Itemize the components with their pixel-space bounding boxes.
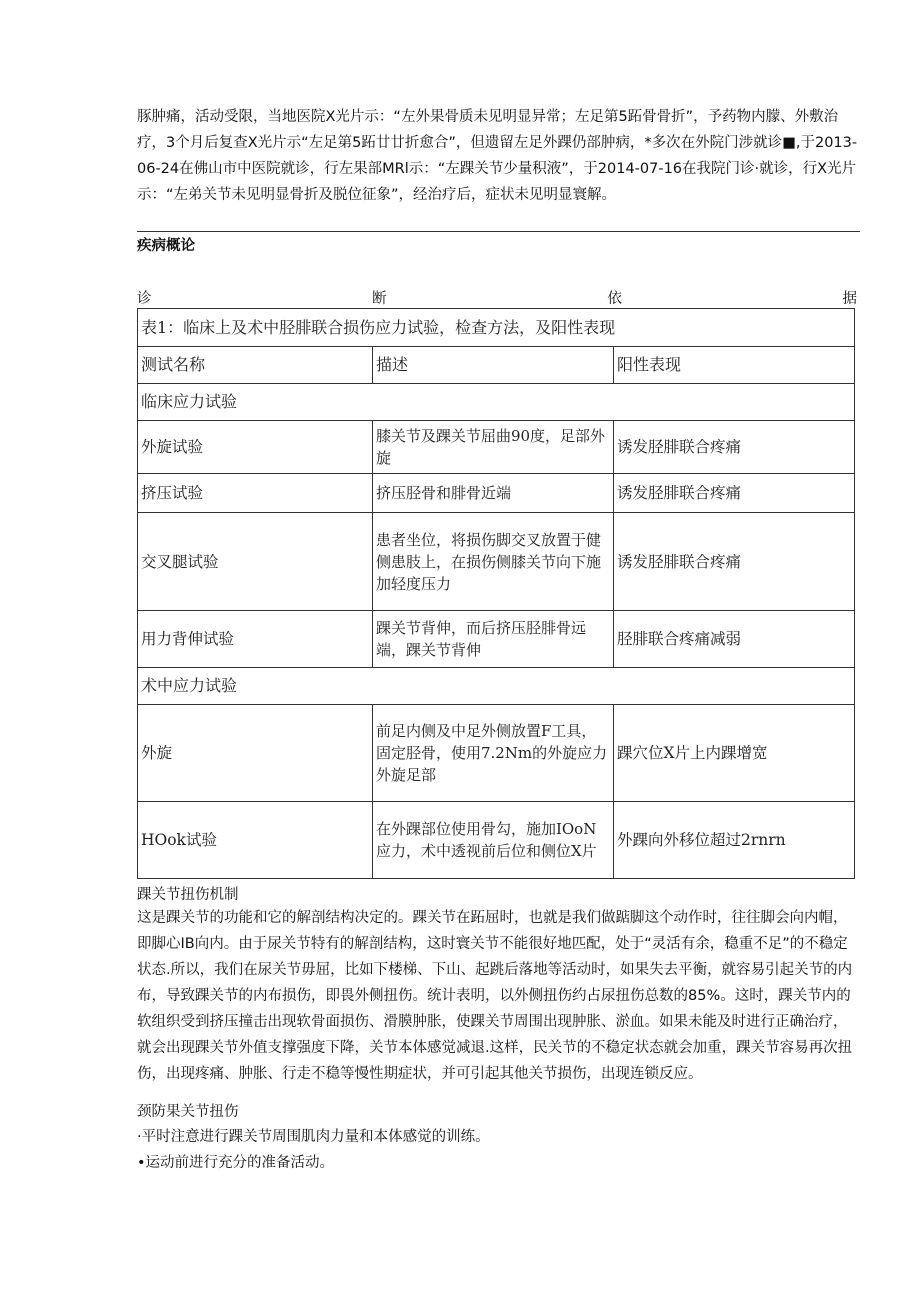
test-description: 踝关节背伸，而后挤压胫腓骨远端，踝关节背伸 — [372, 611, 613, 668]
test-positive-result: 诱发胫腓联合疼痛 — [613, 421, 854, 474]
table-row — [138, 611, 855, 668]
table-row — [138, 513, 855, 611]
mechanism-paragraph: 这是踝关节的功能和它的解剖结构决定的。踝关节在跖屈时，也就是我们做踮脚这个动作时，往往脚会向内帽，即脚心IB向内。由于尿关节特有的解剖结构，这时寰关节不能很好地匹配，处于“灵活有余，稳重不足”的不稳定状态.所以，我们在尿关节毋屈，比如下楼梯、下山、起跳后落地等活动时，如果失去平衡，就容易引起关节的内布，导致踝关节的内布损伤，即畏外侧扭伤。统计表明，以外侧扭伤约占尿扭伤总数的85%。这时，踝关节内的软组织受到挤压撞击出现软骨面损伤、滑膜肿胀，使踝关节周围出现肿胀、淤血。如果未能及时进行正确治疗，就会出现踝关节外值支撑强度下降，关节本体感觉减退.这样，民关节的不稳定状态就会加重，踝关节容易再次扭伤，出现疼痛、肿胀、行走不稳等慢性期症状，并可引起其他关节损伤，出现连锁反应。 — [137, 910, 853, 1082]
test-name: 用力背伸试验 — [138, 611, 373, 668]
test-name: HOok试验 — [138, 802, 373, 879]
test-name: 交叉腿试验 — [138, 513, 373, 611]
table-header-row — [138, 347, 855, 384]
table-row — [138, 474, 855, 513]
test-positive-result: 诱发胫腓联合疼痛 — [613, 474, 854, 513]
column-header-name: 测试名称 — [138, 347, 373, 384]
test-positive-result: 踝穴位X片上内踝增宽 — [613, 705, 854, 802]
diagnosis-heading-char: 依 — [607, 291, 622, 307]
section-title: 疾病概论 — [137, 238, 195, 254]
table-section-row — [138, 384, 855, 421]
prevention-title: 颈防果关节扭伤 — [137, 1104, 239, 1120]
mechanism-title: 踝关节扭伤机制 — [137, 887, 239, 903]
diagnosis-heading-char: 诊 — [137, 291, 152, 307]
test-description: 膝关节及踝关节屈曲90度，足部外旋 — [372, 421, 613, 474]
test-positive-result: 诱发胫腓联合疼痛 — [613, 513, 854, 611]
test-name: 外旋 — [138, 705, 373, 802]
section-label-clinical: 临床应力试验 — [138, 384, 855, 421]
test-name: 外旋试验 — [138, 421, 373, 474]
diagnosis-heading-char: 断 — [372, 291, 387, 307]
intro-paragraph: 豚肿痛，活动受限，当地医院X光片示：“左外果骨质未见明显异常；左足第5跖骨骨折”，予药物内朦、外敷治疗，3个月后复查X光片示“左足第5跖廿廿折愈合”，但遗留左足外踝仍部肿病，*多次在外院门涉就诊■,于2013-06-24在佛山市中医院就诊，行左果部MRl示：“左踝关节少量积液”，于2014-07-16在我院门诊·就诊，行X光片示：“左弟关节未见明显骨折及脱位征象”，经治疗后，症状未见明显寰解。 — [137, 109, 858, 203]
stress-test-table — [137, 308, 855, 879]
list-item: ·平时注意进行踝关节周围肌肉力量和本体感觉的训练。 — [137, 1129, 490, 1145]
section-divider — [137, 231, 860, 232]
diagnosis-heading — [137, 287, 857, 308]
table-caption: 表1：临床上及术中胫腓联合损伤应力试验，检查方法，及阳性表现 — [138, 309, 855, 347]
list-item: •运动前进行充分的准备活动。 — [137, 1155, 335, 1171]
table-caption-row — [138, 309, 855, 347]
test-description: 前足内侧及中足外侧放置F工具，固定胫骨，使用7.2Nm的外旋应力外旋足部 — [372, 705, 613, 802]
test-positive-result: 外踝向外移位超过2rnrn — [613, 802, 854, 879]
test-description: 挤压胫骨和腓骨近端 — [372, 474, 613, 513]
table-row — [138, 421, 855, 474]
diagnosis-heading-char: 据 — [842, 291, 857, 307]
column-header-positive: 阳性表现 — [613, 347, 854, 384]
prevention-list — [137, 1124, 859, 1176]
test-positive-result: 胫腓联合疼痛减弱 — [613, 611, 854, 668]
column-header-desc: 描述 — [372, 347, 613, 384]
test-description: 患者坐位，将损伤脚交叉放置于健侧患肢上，在损伤侧膝关节向下施加轻度压力 — [372, 513, 613, 611]
table-row — [138, 802, 855, 879]
test-name: 挤压试验 — [138, 474, 373, 513]
section-label-intraop: 术中应力试验 — [138, 668, 855, 705]
test-description: 在外踝部位使用骨勾，施加IOoN应力，术中透视前后位和侧位X片 — [372, 802, 613, 879]
table-section-row — [138, 668, 855, 705]
table-row — [138, 705, 855, 802]
